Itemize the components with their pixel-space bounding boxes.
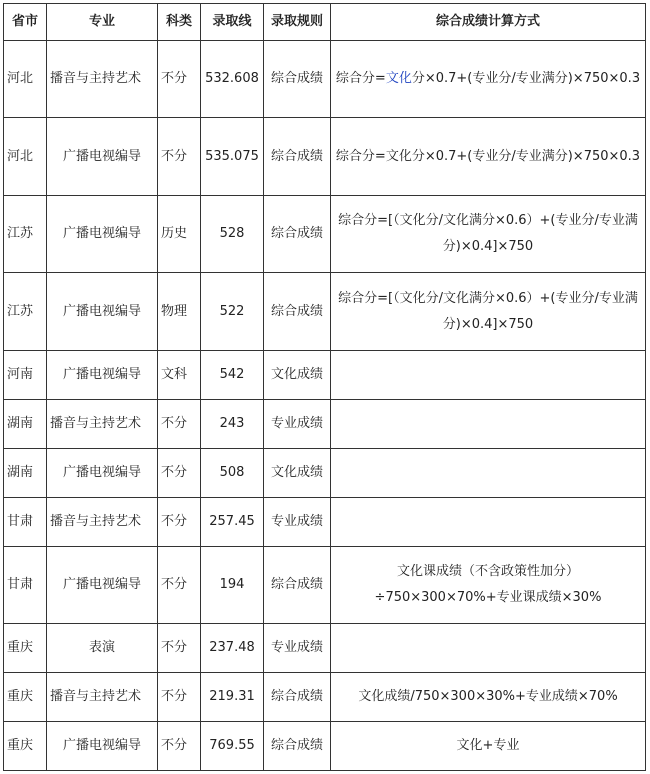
cell-category: 不分 [158, 624, 201, 673]
cell-major: 播音与主持艺术 [47, 41, 158, 118]
cell-category: 不分 [158, 448, 201, 497]
cell-category: 不分 [158, 722, 201, 771]
cell-score: 194 [201, 546, 264, 623]
cell-major: 广播电视编导 [47, 350, 158, 399]
cell-formula: 综合分=[（文化分/文化满分×0.6）+(专业分/专业满分)×0.4]×750 [331, 273, 646, 350]
admission-score-table [3, 3, 646, 771]
cell-category: 物理 [158, 273, 201, 350]
header-category: 科类 [158, 4, 201, 41]
cell-major: 广播电视编导 [47, 722, 158, 771]
cell-rule: 文化成绩 [264, 448, 331, 497]
cell-major: 播音与主持艺术 [47, 399, 158, 448]
header-rule: 录取规则 [264, 4, 331, 41]
cell-formula: 文化+专业 [331, 722, 646, 771]
cell-province: 甘肃 [4, 497, 47, 546]
cell-category: 不分 [158, 497, 201, 546]
cell-formula [331, 399, 646, 448]
cell-category: 不分 [158, 118, 201, 195]
table-row [4, 350, 646, 399]
cell-province: 河北 [4, 118, 47, 195]
cell-province: 江苏 [4, 273, 47, 350]
cell-major: 广播电视编导 [47, 273, 158, 350]
cell-province: 甘肃 [4, 546, 47, 623]
cell-formula [331, 41, 646, 118]
table-row [4, 722, 646, 771]
cell-formula: 文化课成绩（不含政策性加分）÷750×300×70%+专业课成绩×30% [331, 546, 646, 623]
cell-category: 历史 [158, 195, 201, 272]
cell-formula [331, 350, 646, 399]
cell-province: 河北 [4, 41, 47, 118]
cell-formula [331, 448, 646, 497]
cell-rule: 综合成绩 [264, 546, 331, 623]
header-province: 省市 [4, 4, 47, 41]
cell-province: 湖南 [4, 399, 47, 448]
cell-major: 广播电视编导 [47, 546, 158, 623]
cell-rule: 专业成绩 [264, 399, 331, 448]
table-row [4, 673, 646, 722]
table-row [4, 195, 646, 272]
cell-major: 广播电视编导 [47, 195, 158, 272]
cell-province: 湖南 [4, 448, 47, 497]
cell-formula [331, 497, 646, 546]
cell-score: 237.48 [201, 624, 264, 673]
cell-rule: 专业成绩 [264, 497, 331, 546]
cell-province: 江苏 [4, 195, 47, 272]
cell-score: 532.608 [201, 41, 264, 118]
cell-score: 243 [201, 399, 264, 448]
cell-rule: 综合成绩 [264, 118, 331, 195]
cell-major: 播音与主持艺术 [47, 497, 158, 546]
cell-rule: 文化成绩 [264, 350, 331, 399]
cell-score: 528 [201, 195, 264, 272]
cell-formula: 文化成绩/750×300×30%+专业成绩×70% [331, 673, 646, 722]
formula-prefix: 综合分= [335, 71, 386, 87]
table-row [4, 448, 646, 497]
header-major: 专业 [47, 4, 158, 41]
cell-category: 文科 [158, 350, 201, 399]
cell-rule: 综合成绩 [264, 41, 331, 118]
cell-category: 不分 [158, 673, 201, 722]
table-row [4, 624, 646, 673]
table-row [4, 497, 646, 546]
cell-formula: 综合分=[（文化分/文化满分×0.6）+(专业分/专业满分)×0.4]×750 [331, 195, 646, 272]
cell-major: 播音与主持艺术 [47, 673, 158, 722]
header-row [4, 4, 646, 41]
cell-category: 不分 [158, 399, 201, 448]
cell-province: 河南 [4, 350, 47, 399]
cell-rule: 综合成绩 [264, 673, 331, 722]
cell-category: 不分 [158, 546, 201, 623]
cell-rule: 综合成绩 [264, 722, 331, 771]
formula-suffix: 分×0.7+(专业分/专业满分)×750×0.3 [411, 71, 641, 87]
header-score: 录取线 [201, 4, 264, 41]
header-formula: 综合成绩计算方式 [331, 4, 646, 41]
cell-formula [331, 624, 646, 673]
table-row [4, 546, 646, 623]
cell-province: 重庆 [4, 624, 47, 673]
cell-major: 广播电视编导 [47, 448, 158, 497]
cell-score: 257.45 [201, 497, 264, 546]
table-row [4, 118, 646, 195]
cell-major: 表演 [47, 624, 158, 673]
cell-score: 219.31 [201, 673, 264, 722]
table-row [4, 41, 646, 118]
cell-score: 508 [201, 448, 264, 497]
cell-rule: 综合成绩 [264, 195, 331, 272]
cell-rule: 专业成绩 [264, 624, 331, 673]
cell-score: 535.075 [201, 118, 264, 195]
table-row [4, 399, 646, 448]
cell-score: 522 [201, 273, 264, 350]
cell-category: 不分 [158, 41, 201, 118]
culture-link[interactable]: 文化 [385, 71, 412, 87]
cell-formula: 综合分=文化分×0.7+(专业分/专业满分)×750×0.3 [331, 118, 646, 195]
cell-rule: 综合成绩 [264, 273, 331, 350]
cell-province: 重庆 [4, 722, 47, 771]
cell-major: 广播电视编导 [47, 118, 158, 195]
cell-score: 769.55 [201, 722, 264, 771]
cell-score: 542 [201, 350, 264, 399]
cell-province: 重庆 [4, 673, 47, 722]
table-row [4, 273, 646, 350]
